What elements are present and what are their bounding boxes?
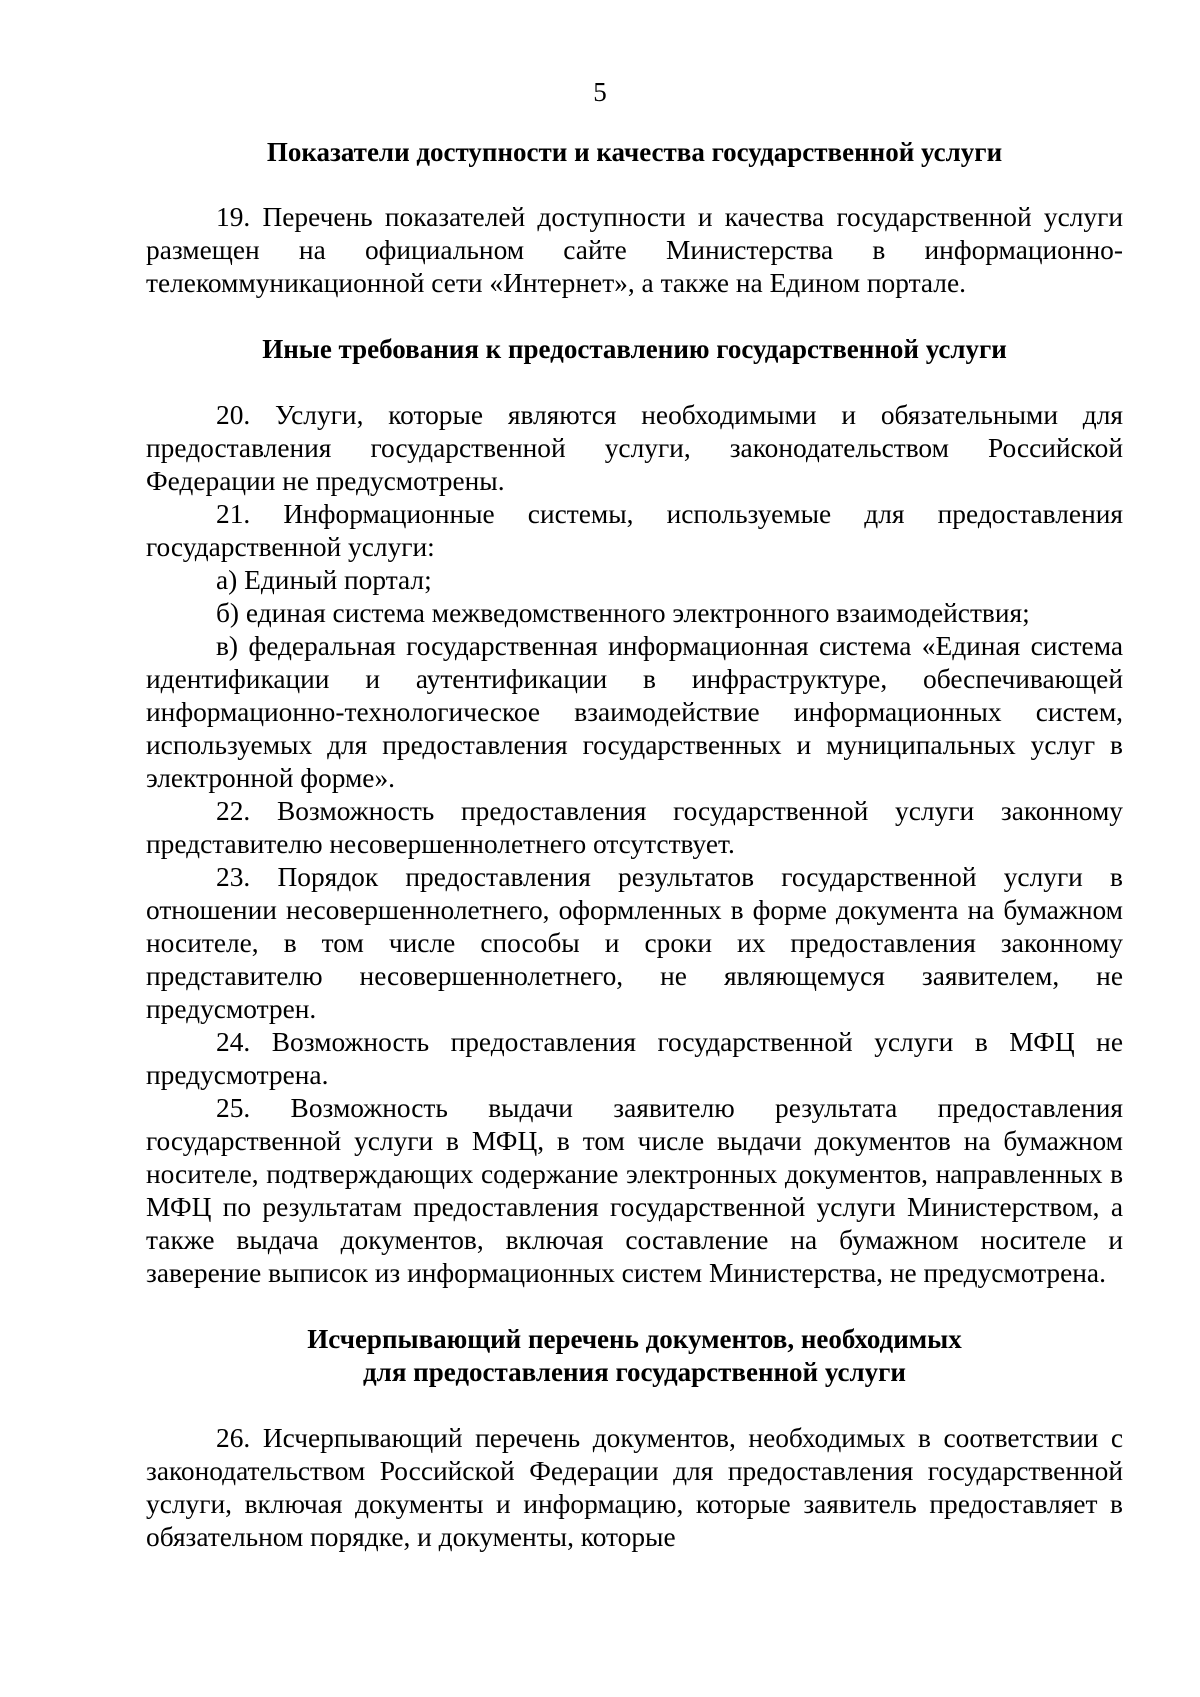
section-heading-other-requirements <box>146 333 1123 366</box>
section-heading-documents-list <box>146 1323 1123 1389</box>
heading-line: Исчерпывающий перечень документов, необходимых <box>307 1324 962 1354</box>
paragraph-19: 19. Перечень показателей доступности и качества государственной услуги размещен на официальном сайте Министерства в информационно-телекоммуникационной сети «Интернет», а также на Едином портале. <box>146 202 1123 298</box>
paragraph-23: 23. Порядок предоставления результатов государственной услуги в отношении несовершеннолетнего, оформленных в форме документа на бумажном носителе, в том числе способы и сроки их предоставления законному представителю несовершеннолетнего, не являющемуся заявителем, не предусмотрен. <box>146 862 1123 1024</box>
paragraph-21-a: а) Единый портал; <box>216 565 432 595</box>
section-heading-accessibility <box>146 136 1123 169</box>
paragraph-26: 26. Исчерпывающий перечень документов, необходимых в соответствии с законодательством Российской Федерации для предоставления государственной услуги, включая документы и информацию, которые заявитель предоставляет в обязательном порядке, и документы, которые <box>146 1423 1123 1552</box>
paragraph-24: 24. Возможность предоставления государственной услуги в МФЦ не предусмотрена. <box>146 1027 1123 1090</box>
paragraph-21-b: б) единая система межведомственного электронного взаимодействия; <box>216 598 1030 628</box>
document-body <box>146 136 1123 1554</box>
paragraph-21-v: в) федеральная государственная информационная система «Единая система идентификации и аутентификации в инфраструктуре, обеспечивающей информационно-технологическое взаимодействие информационных систем, используемых для предоставления государственных и муниципальных услуг в электронной форме». <box>146 631 1123 793</box>
paragraph-20: 20. Услуги, которые являются необходимыми и обязательными для предоставления государственной услуги, законодательством Российской Федерации не предусмотрены. <box>146 400 1123 496</box>
paragraph-22: 22. Возможность предоставления государственной услуги законному представителю несовершеннолетнего отсутствует. <box>146 796 1123 859</box>
paragraph-21: 21. Информационные системы, используемые для предоставления государственной услуги: <box>146 499 1123 562</box>
paragraph-25: 25. Возможность выдачи заявителю результата предоставления государственной услуги в МФЦ, в том числе выдачи документов на бумажном носителе, подтверждающих содержание электронных документов, направленных в МФЦ по результатам предоставления государственной услуги Министерством, а также выдача документов, включая составление на бумажном носителе и заверение выписок из информационных систем Министерства, не предусмотрена. <box>146 1093 1123 1288</box>
heading-line: Иные требования к предоставлению государственной услуги <box>262 334 1007 364</box>
page-number: 5 <box>593 77 607 107</box>
heading-line: Показатели доступности и качества государственной услуги <box>266 137 1003 167</box>
heading-line: для предоставления государственной услуги <box>363 1357 906 1387</box>
